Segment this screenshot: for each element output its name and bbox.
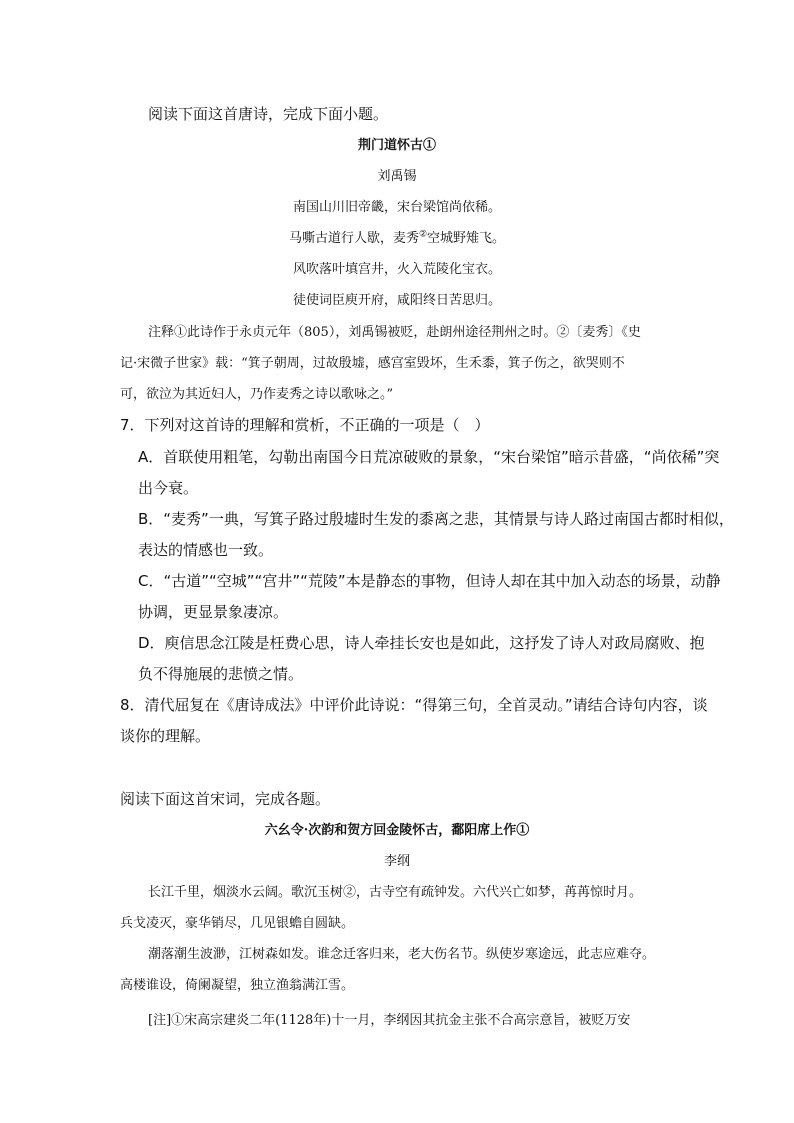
footnote-marker: ② <box>418 229 428 240</box>
option-b-line2: 表达的情感也一致。 <box>138 541 274 559</box>
intro-text: 阅读下面这首唐诗，完成下面小题。 <box>148 105 389 123</box>
ci-title: 六幺令·次韵和贺方回金陵怀古，鄱阳席上作① <box>264 823 530 838</box>
poem-line: 南国山川旧帝畿，宋台梁馆尚依稀。 <box>292 200 501 215</box>
option-a-line2: 出今衰。 <box>138 479 199 497</box>
ci-author: 李纲 <box>383 854 410 869</box>
poem-line <box>0 230 794 248</box>
poem-line-part: 马嘶古道行人歇，麦秀 <box>288 231 419 246</box>
poem-line: 徒使词臣庾开府，咸阳终日苦思归。 <box>292 293 501 308</box>
intro-text-2: 阅读下面这首宋词，完成各题。 <box>120 790 331 808</box>
question-8-line2: 谈你的理解。 <box>120 727 211 745</box>
question-7: 7．下列对这首诗的理解和赏析，不正确的一项是（ ） <box>120 416 490 434</box>
option-b-line1: B．“麦秀”一典，写箕子路过殷墟时生发的黍离之悲，其情景与诗人路过南国古都时相似， <box>138 510 734 528</box>
note-line: 注释①此诗作于永贞元年（805），刘禹锡被贬，赴朗州途径荆州之时。②〔麦秀〕《史 <box>148 325 641 340</box>
option-d-line2: 负不得施展的悲愤之情。 <box>138 665 304 683</box>
ci-line: 长江千里，烟淡水云阔。歌沉玉树②，古寺空有疏钟发。六代兴亡如梦，苒苒惊时月。 <box>148 885 643 900</box>
ci-line: 潮落潮生波渺，江树森如发。谁念迁客归来，老大伤名节。纵使岁寒途远，此志应难夺。 <box>148 947 656 962</box>
poem-line: 风吹落叶填宫井，火入荒陵化宝衣。 <box>292 262 501 277</box>
poem-title: 荆门道怀古① <box>357 138 436 153</box>
option-d-line1: D．庾信思念江陵是枉费心思，诗人牵挂长安也是如此，这抒发了诗人对政局腐败、抱 <box>138 634 705 652</box>
option-c-line1: C．“古道”“空城”“宫井”“荒陵”本是静态的事物，但诗人却在其中加入动态的场景，动静 <box>138 572 721 590</box>
note-line: 可，欲泣为其近妇人，乃作麦秀之诗以歌咏之。” <box>120 387 394 402</box>
ci-line: 高楼谁设，倚阑凝望，独立渔翁满江雪。 <box>120 978 355 993</box>
option-a-line1: A．首联使用粗笔，勾勒出南国今日荒凉破败的景象，“宋台梁馆”暗示昔盛，“尚依稀”突 <box>138 448 720 466</box>
ci-line: 兵戈凌灭，豪华销尽，几见银蟾自圆缺。 <box>120 916 355 931</box>
poem-author: 刘禹锡 <box>377 169 417 184</box>
question-8-line1: 8．清代屈复在《唐诗成法》中评价此诗说：“得第三句，全首灵动。”请结合诗句内容，谈 <box>120 696 708 714</box>
option-c-line2: 协调，更显景象凄凉。 <box>138 603 289 621</box>
note-line: 记·宋微子世家》载：“箕子朝周，过故殷墟，感宫室毁坏，生禾黍，箕子伤之，欲哭则不 <box>120 356 625 371</box>
poem-line-part: 空城野雉飞。 <box>427 231 506 246</box>
ci-note: [注]①宋高宗建炎二年(1128年)十一月，李纲因其抗金主张不合高宗意旨，被贬万安 <box>148 1013 631 1028</box>
